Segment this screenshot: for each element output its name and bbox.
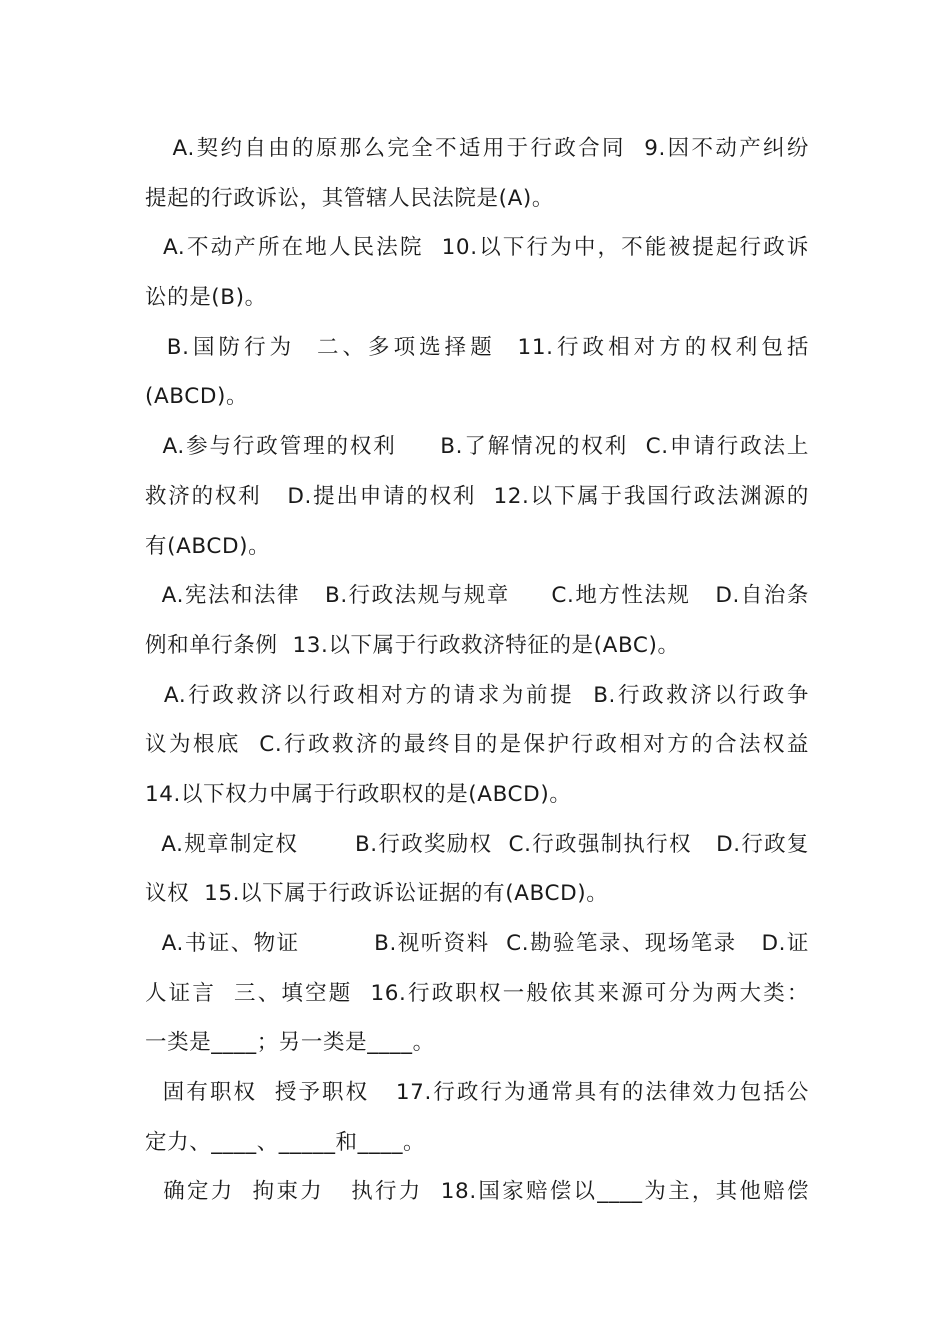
text-line-5: B.国防行为 二、多项选择题 11.行政相对方的权利包括 <box>145 334 809 360</box>
text-line-10: A.宪法和法律 B.行政法规与规章 C.地方性法规 D.自治条 <box>145 583 809 609</box>
text-line-9: 有(ABCD)。 <box>145 533 271 559</box>
text-line-19: 一类是____；另一类是____。 <box>145 1030 435 1056</box>
text-line-4: 讼的是(B)。 <box>145 285 267 311</box>
document-body <box>145 124 809 1217</box>
text-line-21: 定力、____、_____和____。 <box>145 1129 426 1155</box>
text-line-6: (ABCD)。 <box>145 384 249 410</box>
text-line-20: 固有职权 授予职权 17.行政行为通常具有的法律效力包括公 <box>145 1080 809 1106</box>
text-line-2: 提起的行政诉讼，其管辖人民法院是(A)。 <box>145 185 554 211</box>
text-line-18: 人证言 三、填空题 16.行政职权一般依其来源可分为两大类： <box>145 980 809 1006</box>
text-line-12: A.行政救济以行政相对方的请求为前提 B.行政救济以行政争 <box>145 682 809 708</box>
text-line-22: 确定力 拘束力 执行力 18.国家赔偿以____为主，其他赔偿 <box>145 1179 809 1205</box>
text-line-17: A.书证、物证 B.视听资料 C.勘验笔录、现场笔录 D.证 <box>145 931 809 956</box>
text-line-1: A.契约自由的原那么完全不适用于行政合同 9.因不动产纠纷 <box>145 136 809 161</box>
text-line-8: 救济的权利 D.提出申请的权利 12.以下属于我国行政法渊源的 <box>145 483 809 509</box>
text-line-13: 议为根底 C.行政救济的最终目的是保护行政相对方的合法权益 <box>145 732 809 758</box>
text-line-7: A.参与行政管理的权利 B.了解情况的权利 C.申请行政法上 <box>145 434 809 460</box>
text-line-14: 14.以下权力中属于行政职权的是(ABCD)。 <box>145 781 572 807</box>
text-line-15: A.规章制定权 B.行政奖励权 C.行政强制执行权 D.行政复 <box>145 831 809 857</box>
text-line-11: 例和单行条例 13.以下属于行政救济特征的是(ABC)。 <box>145 632 680 658</box>
text-line-16: 议权 15.以下属于行政诉讼证据的有(ABCD)。 <box>145 881 609 907</box>
text-line-3: A.不动产所在地人民法院 10.以下行为中，不能被提起行政诉 <box>145 235 809 261</box>
